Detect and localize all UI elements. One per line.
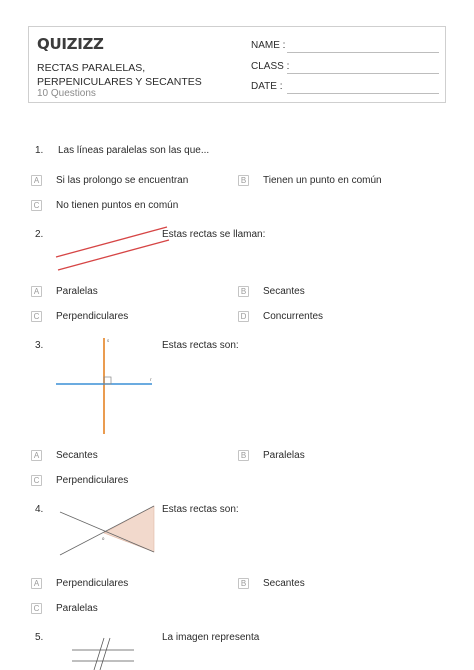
question-4-option-b[interactable] (238, 576, 305, 590)
class-label: CLASS : (251, 61, 290, 72)
question-5-number: 5. (35, 632, 44, 643)
question-4-text: Estas rectas son: (162, 504, 239, 515)
transversal-lines-figure (70, 634, 136, 670)
question-3-option-a[interactable] (31, 448, 98, 462)
date-field[interactable] (251, 81, 439, 95)
question-2-option-d[interactable] (238, 309, 323, 323)
option-letter-box: A (31, 450, 42, 461)
question-3-option-b[interactable] (238, 448, 305, 462)
option-text: Paralelas (56, 602, 98, 614)
name-label: NAME : (251, 40, 286, 51)
intersecting-lines-figure (56, 500, 156, 560)
horizontal-line-label: r (150, 377, 152, 382)
option-text: Secantes (263, 285, 305, 297)
option-letter-box: A (31, 578, 42, 589)
option-text: Concurrentes (263, 310, 324, 322)
question-2-number: 2. (35, 229, 44, 240)
date-line (287, 93, 439, 94)
question-1-number: 1. (35, 145, 44, 156)
transversal-line-1 (94, 638, 104, 670)
option-text: Tienen un punto en común (263, 174, 382, 186)
question-4-option-c[interactable] (31, 601, 98, 615)
question-3-option-c[interactable] (31, 473, 128, 487)
vertical-line-label: s (107, 338, 110, 343)
option-text: Secantes (263, 577, 305, 589)
question-2-text: Estas rectas se llaman: (162, 229, 266, 240)
option-letter-box: A (31, 175, 42, 186)
option-letter-box: D (238, 311, 249, 322)
quizizz-logo: QUIZIZZ (37, 35, 104, 53)
question-1-text: Las líneas paralelas son las que... (58, 145, 210, 156)
option-letter-box: C (31, 475, 42, 486)
option-letter-box: B (238, 578, 249, 589)
option-text: No tienen puntos en común (56, 199, 179, 211)
question-4-number: 4. (35, 504, 44, 515)
question-2-option-b[interactable] (238, 284, 305, 298)
shaded-angle (104, 506, 154, 552)
question-1-option-a[interactable] (31, 173, 188, 187)
parallel-line-top (56, 227, 167, 257)
option-letter-box: A (31, 286, 42, 297)
date-label: DATE : (251, 81, 283, 92)
transversal-line-2 (100, 638, 110, 670)
option-text: Perpendiculares (56, 310, 129, 322)
name-field[interactable] (251, 40, 439, 54)
option-letter-box: B (238, 450, 249, 461)
class-line (287, 73, 439, 74)
question-4-option-a[interactable] (31, 576, 128, 590)
question-5-text: La imagen representa (162, 632, 260, 643)
name-line (287, 52, 439, 53)
option-letter-box: C (31, 311, 42, 322)
question-2-option-c[interactable] (31, 309, 128, 323)
question-1-option-b[interactable] (238, 173, 382, 187)
question-3-number: 3. (35, 340, 44, 351)
parallel-line-bottom (58, 240, 169, 270)
question-2-option-a[interactable] (31, 284, 98, 298)
worksheet-header (28, 26, 446, 103)
question-3-text: Estas rectas son: (162, 340, 239, 351)
perpendicular-lines-figure (56, 334, 156, 434)
option-letter-box: C (31, 200, 42, 211)
right-angle-mark (104, 377, 111, 384)
question-1-option-c[interactable] (31, 198, 178, 212)
option-letter-box: C (31, 603, 42, 614)
option-text: Paralelas (263, 449, 305, 461)
class-field[interactable] (251, 61, 439, 75)
option-letter-box: B (238, 286, 249, 297)
vertex-label: o (102, 536, 105, 541)
parallel-lines-figure (54, 222, 170, 274)
option-text: Perpendiculares (56, 577, 129, 589)
option-text: Paralelas (56, 285, 98, 297)
question-count: 10 Questions (37, 88, 96, 99)
option-text: Perpendiculares (56, 474, 129, 486)
option-letter-box: B (238, 175, 249, 186)
worksheet-title: RECTAS PARALELAS, PERPENICULARES Y SECANTES (37, 62, 202, 88)
option-text: Secantes (56, 449, 98, 461)
option-text: Si las prolongo se encuentran (56, 174, 189, 186)
